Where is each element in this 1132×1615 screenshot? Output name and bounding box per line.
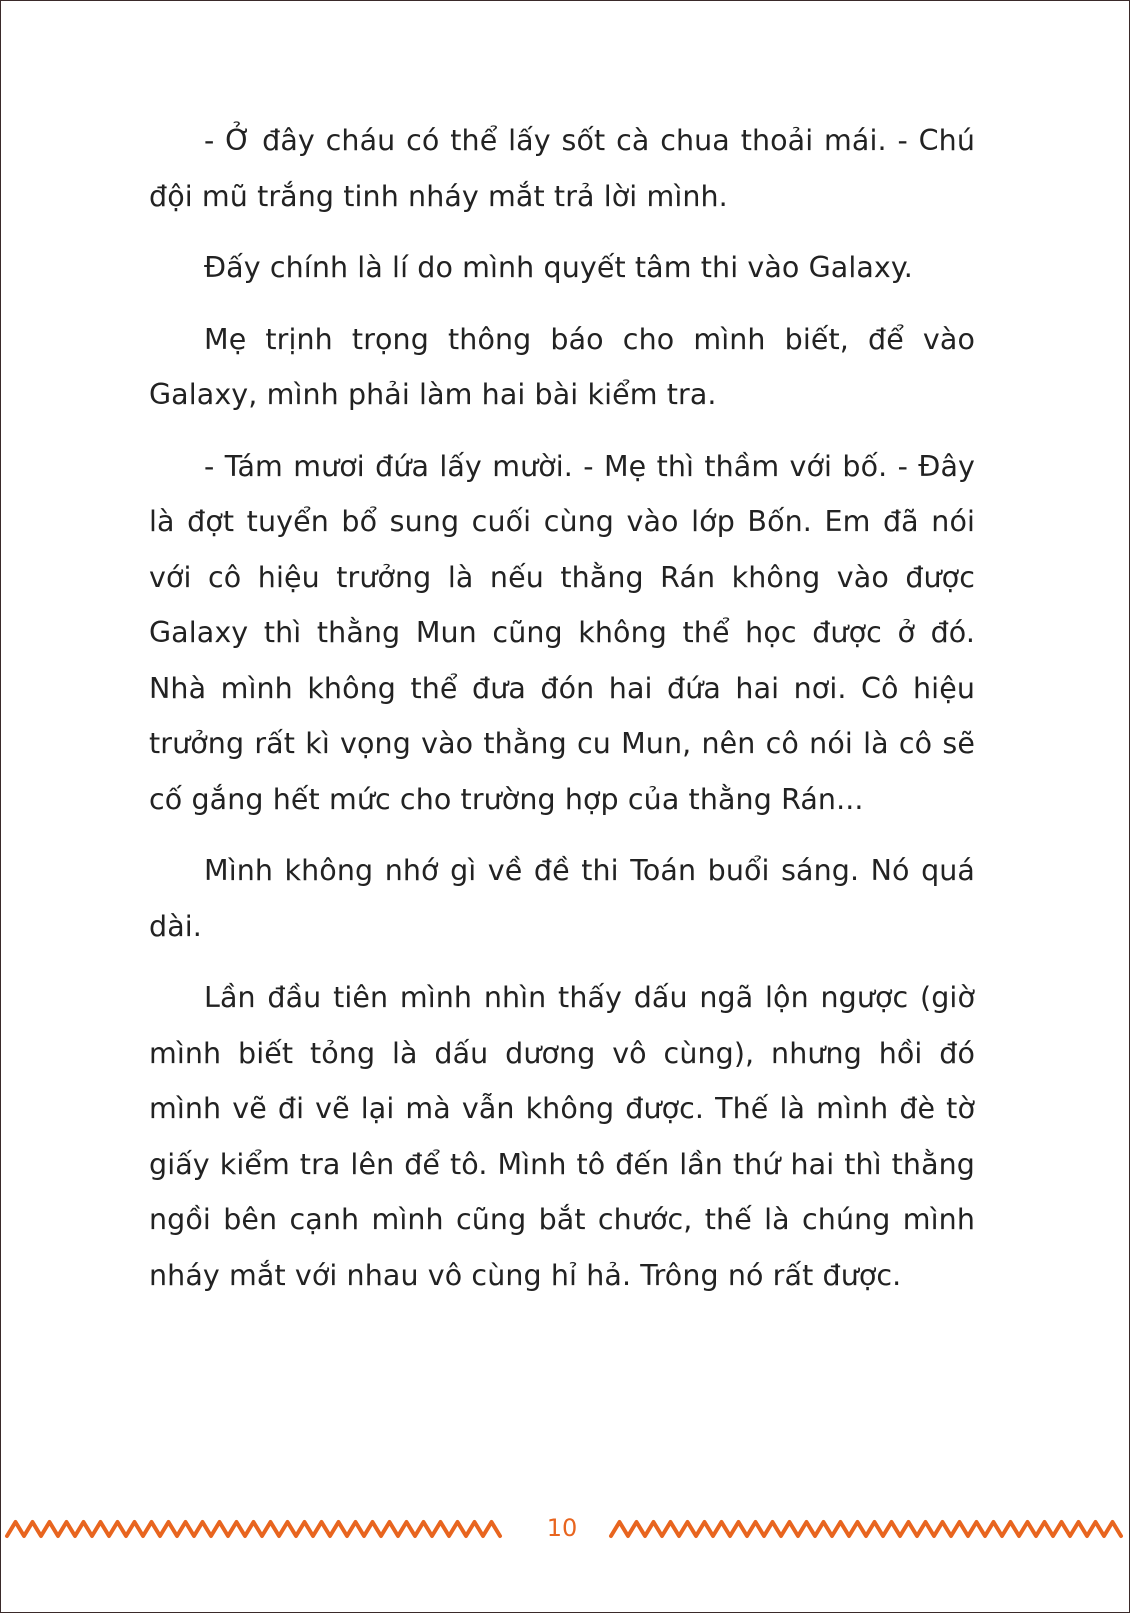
paragraph: Mình không nhớ gì về đề thi Toán buổi sáng. Nó quá dài. <box>149 854 975 943</box>
paragraph: Đấy chính là lí do mình quyết tâm thi vào Galaxy. <box>204 251 913 284</box>
paragraph: - Ở đây cháu có thể lấy sốt cà chua thoải mái. - Chú đội mũ trắng tinh nháy mắt trả lời mình. <box>149 124 975 213</box>
paragraph: - Tám mươi đứa lấy mười. - Mẹ thì thầm với bố. - Đây là đợt tuyển bổ sung cuối cùng vào lớp Bốn. Em đã nói với cô hiệu trưởng là nếu thằng Rán không vào được Galaxy thì thằng Mun cũng không thể học được ở đó. Nhà mình không thể đưa đón hai đứa hai nơi. Cô hiệu trưởng rất kì vọng vào thằng cu Mun, nên cô nói là cô sẽ cố gắng hết mức cho trường hợp của thằng Rán... <box>149 449 975 816</box>
page-footer <box>1 1506 1132 1552</box>
body-text <box>149 113 975 1319</box>
zigzag-decoration-left <box>1 1506 517 1552</box>
zigzag-decoration-right <box>607 1506 1132 1552</box>
paragraph: Lần đầu tiên mình nhìn thấy dấu ngã lộn ngược (giờ mình biết tỏng là dấu dương vô cùng), nhưng hồi đó mình vẽ đi vẽ lại mà vẫn không được. Thế là mình đè tờ giấy kiểm tra lên để tô. Mình tô đến lần thứ hai thì thằng ngồi bên cạnh mình cũng bắt chước, thế là chúng mình nháy mắt với nhau vô cùng hỉ hả. Trông nó rất được. <box>149 981 975 1292</box>
paragraph: Mẹ trịnh trọng thông báo cho mình biết, để vào Galaxy, mình phải làm hai bài kiểm tra. <box>149 322 975 411</box>
page-number: 10 <box>546 1514 578 1542</box>
